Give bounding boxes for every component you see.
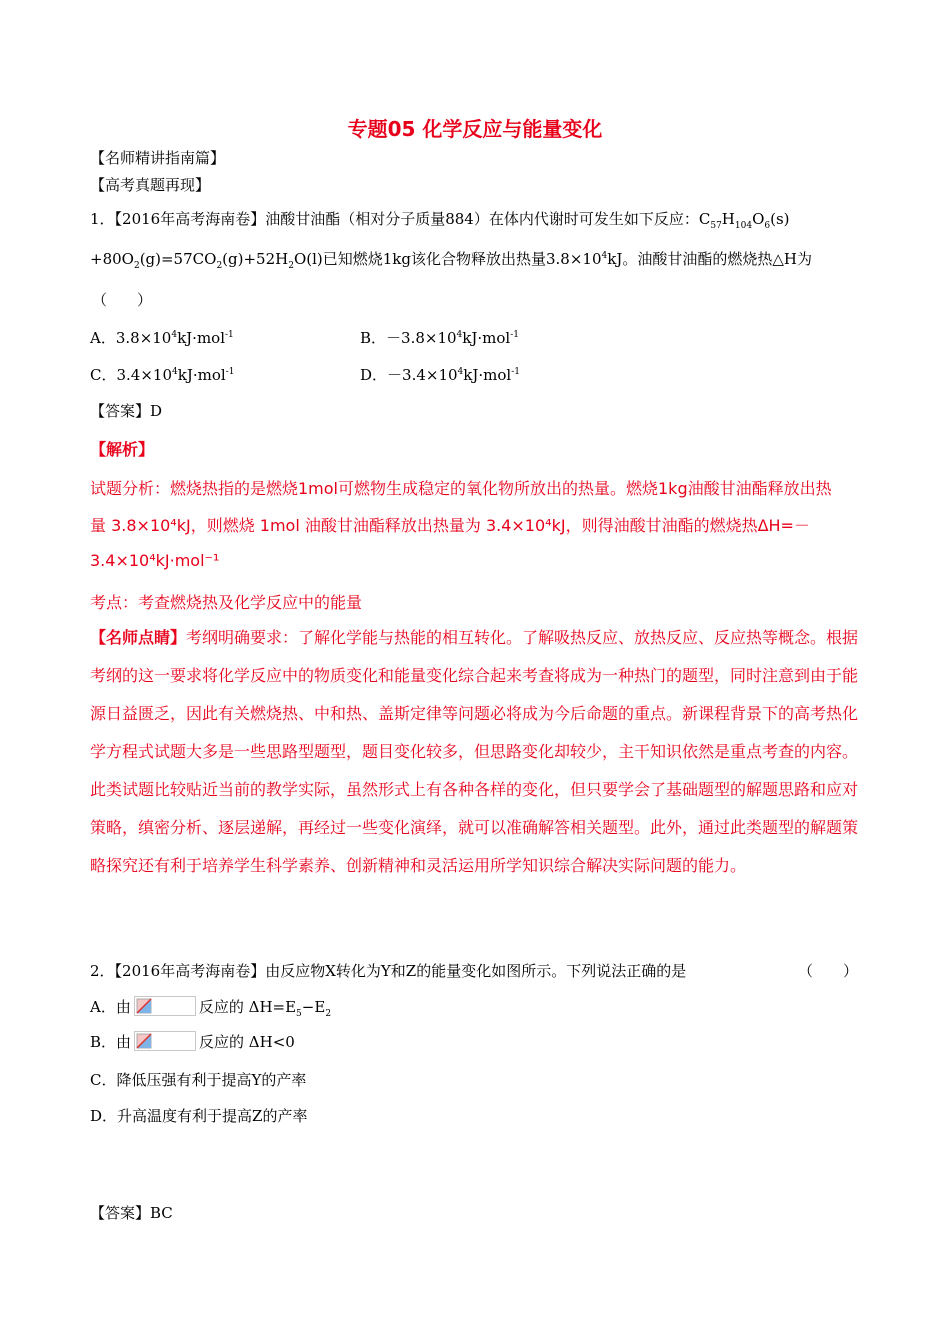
subscript: 5: [296, 1009, 302, 1019]
option-text: B．由: [90, 1033, 132, 1051]
superscript: 4: [171, 330, 178, 340]
superscript: 4: [172, 367, 178, 377]
formula-part: kJ。油酸甘油酯的燃烧热△H为: [607, 250, 812, 268]
broken-image-icon: [134, 1031, 196, 1051]
subscript: 2: [133, 261, 140, 271]
subscript: 2: [325, 1009, 332, 1019]
subscript: 2: [216, 261, 223, 271]
superscript: -1: [511, 367, 520, 377]
q2-answer-paren: （ ）: [798, 962, 859, 980]
option-text: −E: [301, 998, 326, 1016]
option-text: D．－3.4×10: [360, 366, 458, 384]
option-text: 反应的 ΔH<0: [199, 1033, 295, 1051]
q1-stem-text-a: 1．【2016年高考海南卷】油酸甘油酯（相对分子质量884）在体内代谢时可发生如下反应：C: [90, 210, 711, 228]
q1-stem-line1: [90, 208, 790, 229]
teacher-tips-heading: 【名师点睛】: [90, 628, 187, 647]
q2-stem: 2．【2016年高考海南卷】由反应物X转化为Y和Z的能量变化如图所示。下列说法正确的是: [90, 962, 687, 980]
option-text: B．－3.8×10: [360, 329, 457, 347]
superscript: -1: [225, 330, 234, 340]
q2-option-a: [90, 996, 331, 1017]
subscript: 104: [734, 221, 753, 231]
q1-answer: 【答案】D: [90, 402, 163, 420]
option-text: A．由: [90, 998, 131, 1016]
formula-part: O: [752, 210, 765, 228]
section-heading-guide: 【名师精讲指南篇】: [90, 149, 226, 167]
option-text: kJ·mol: [462, 329, 511, 347]
q1-option-c: [90, 364, 234, 385]
option-text: kJ·mol: [177, 329, 226, 347]
analysis-line3: 3.4×10⁴kJ·mol⁻¹: [90, 551, 220, 570]
q2-option-c: C．降低压强有利于提高Y的产率: [90, 1071, 307, 1089]
superscript: 4: [601, 251, 608, 261]
superscript: 4: [456, 330, 463, 340]
teacher-tips: [90, 619, 870, 885]
formula-part: H: [721, 210, 735, 228]
superscript: -1: [510, 330, 519, 340]
q1-option-b: [360, 327, 519, 348]
teacher-tips-body: 考纲明确要求：了解化学能与热能的相互转化。了解吸热反应、放热反应、反应热等概念。根据考纲的这一要求将化学反应中的物质变化和能量变化综合起来考查将成为一种热门的题型，同时注意到由于能源日益匮乏，因此有关燃烧热、中和热、盖斯定律等问题必将成为今后命题的重点。新课程背景下的高考热化学方程式试题大多是一些思路型题型，题目变化较多，但思路变化却较少，主干知识依然是重点考查的内容。此类试题比较贴近当前的教学实际，虽然形式上有各种各样的变化，但只要学会了基础题型的解题思路和应对策略，缜密分析、逐层递解，再经过一些变化演绎，就可以准确解答相关题型。此外，通过此类题型的解题策略探究还有利于培养学生科学素养、创新精神和灵活运用所学知识综合解决实际问题的能力。: [90, 628, 859, 875]
option-text: C．3.4×10: [90, 366, 172, 384]
analysis-line2: 量 3.8×10⁴kJ，则燃烧 1mol 油酸甘油酯释放出热量为 3.4×10⁴kJ，则得油酸甘油酯的燃烧热ΔH=－: [90, 516, 810, 535]
subscript: 57: [710, 221, 722, 231]
superscript: -1: [225, 367, 235, 377]
subscript: 2: [288, 261, 294, 271]
broken-image-icon: [134, 996, 196, 1016]
page-title: 专题05 化学反应与能量变化: [347, 117, 603, 141]
option-text: 反应的 ΔH=E: [198, 998, 297, 1016]
analysis-kaodian: 考点：考查燃烧热及化学反应中的能量: [90, 593, 363, 612]
superscript: 4: [457, 367, 464, 377]
q1-stem-line2: [90, 248, 812, 269]
formula-part: (g)+52H: [222, 250, 289, 268]
section-heading-exam: 【高考真题再现】: [90, 176, 211, 194]
q2-option-b: [90, 1031, 295, 1052]
formula-part: (s): [770, 210, 790, 228]
formula-part: (g)=57CO: [139, 250, 217, 268]
subscript: 6: [764, 221, 771, 231]
q2-answer: 【答案】BC: [90, 1204, 173, 1222]
q2-option-d: D．升高温度有利于提高Z的产率: [90, 1107, 308, 1125]
option-text: kJ·mol: [177, 366, 226, 384]
q1-option-d: [360, 364, 520, 385]
option-text: A．3.8×10: [90, 329, 172, 347]
option-text: kJ·mol: [463, 366, 512, 384]
q1-option-a: [90, 327, 234, 348]
analysis-heading: 【解析】: [90, 440, 155, 459]
analysis-line1: 试题分析：燃烧热指的是燃烧1mol可燃物生成稳定的氧化物所放出的热量。燃烧1kg油酸甘油酯释放出热: [90, 479, 832, 498]
formula-part: +80O: [90, 250, 134, 268]
formula-part: O(l)已知燃烧1kg该化合物释放出热量3.8×10: [293, 250, 602, 268]
q1-answer-paren: （ ）: [92, 291, 153, 309]
